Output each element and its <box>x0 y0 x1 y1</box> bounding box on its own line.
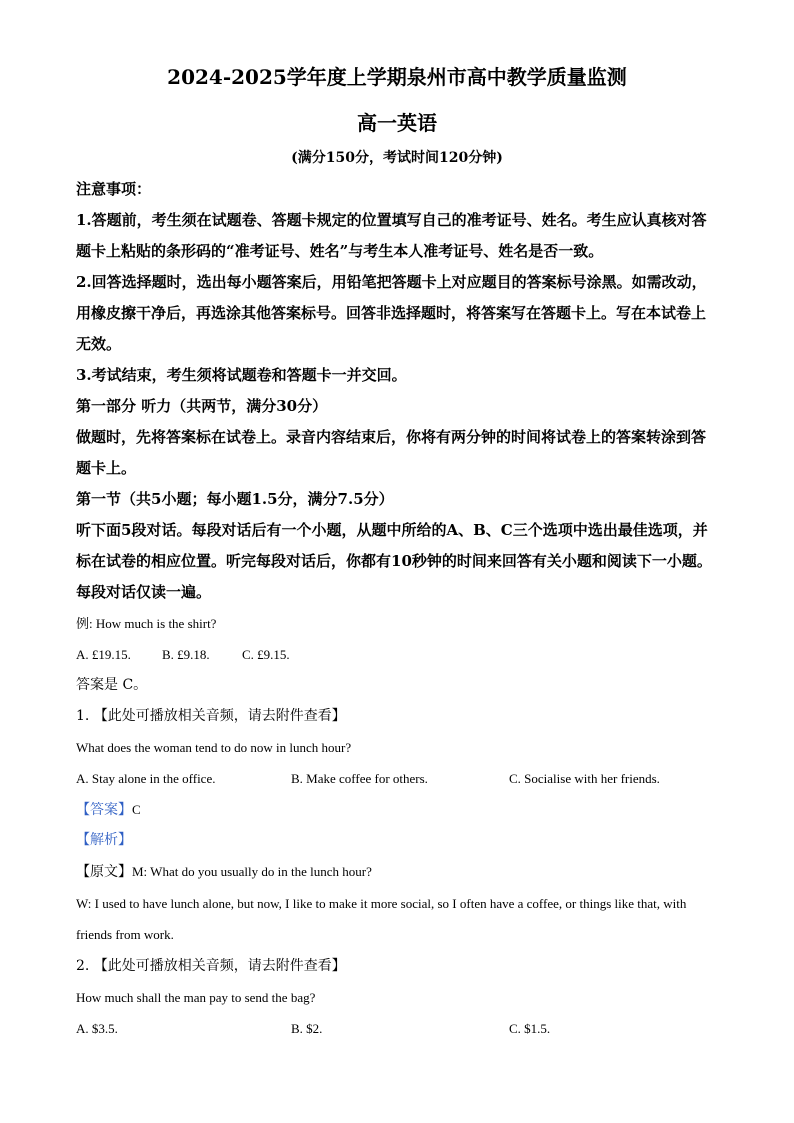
notice-item-1: 1.答题前，考生须在试题卷、答题卡规定的位置填写自己的准考证号、姓名。考生应认真核对答题卡上粘贴的条形码的“准考证号、姓名”与考生本人准考证号、姓名是否一致。 <box>76 211 707 260</box>
q2-question: How much shall the man pay to send the bag? <box>76 990 316 1005</box>
part1-heading: 第一部分 听力（共两节，满分30分） <box>76 397 328 415</box>
q2-option-a: A. $3.5. <box>76 1021 118 1036</box>
example-option-b: B. £9.18. <box>162 647 210 662</box>
notice-item-2: 2.回答选择题时，选出每小题答案后，用铅笔把答题卡上对应题目的答案标号涂黑。如需改动，用橡皮擦干净后，再选涂其他答案标号。回答非选择题时，将答案写在答题卡上。写在本试卷上无效。 <box>76 273 707 353</box>
q2-audio-note: 2. 【此处可播放相关音频，请去附件查看】 <box>76 958 346 974</box>
transcript-w: W: I used to have lunch alone, but now, I like to make it more social, so I often have a coffee, or things like that, with friends from work. <box>76 896 687 942</box>
q2-option-b: B. $2. <box>291 1021 323 1036</box>
section1-instruction: 听下面5段对话。每段对话后有一个小题，从题中所给的A、B、C三个选项中选出最佳选项，并标在试卷的相应位置。听完每段对话后，你都有10秒钟的时间来回答有关小题和阅读下一小题。每段对话仅读一遍。 <box>76 521 712 601</box>
transcript-m: M: What do you usually do in the lunch hour? <box>132 864 372 879</box>
q1-answer-line <box>76 794 141 826</box>
analysis-label: 【解析】 <box>76 832 132 848</box>
example-question: 例: How much is the shirt? <box>76 616 217 631</box>
transcript-label: 【原文】 <box>76 864 132 880</box>
q1-option-b: B. Make coffee for others. <box>291 771 428 786</box>
answer-label: 【答案】 <box>76 802 132 818</box>
example-answer: 答案是 C。 <box>76 677 148 693</box>
q1-option-a: A. Stay alone in the office. <box>76 771 216 786</box>
q2-option-c: C. $1.5. <box>509 1021 551 1036</box>
notice-item-3: 3.考试结束，考生须将试题卷和答题卡一并交回。 <box>76 366 407 384</box>
score-time-note: (满分150分，考试时间120分钟) <box>291 150 503 166</box>
subject-title: 高一英语 <box>357 111 437 135</box>
answer-value: C <box>132 802 141 817</box>
example-option-a: A. £19.15. <box>76 647 131 662</box>
exam-title: 2024-2025学年度上学期泉州市高中教学质量监测 <box>167 65 627 89</box>
part1-instruction: 做题时，先将答案标在试卷上。录音内容结束后，你将有两分钟的时间将试卷上的答案转涂到答题卡上。 <box>76 428 707 477</box>
q1-audio-note: 1. 【此处可播放相关音频，请去附件查看】 <box>76 708 346 724</box>
example-option-c: C. £9.15. <box>242 647 290 662</box>
notice-heading: 注意事项： <box>76 180 152 198</box>
q1-transcript-m-line <box>76 856 372 888</box>
section1-heading: 第一节（共5小题；每小题1.5分，满分7.5分） <box>76 490 394 508</box>
q1-question: What does the woman tend to do now in lunch hour? <box>76 740 352 755</box>
q1-option-c: C. Socialise with her friends. <box>509 771 660 786</box>
